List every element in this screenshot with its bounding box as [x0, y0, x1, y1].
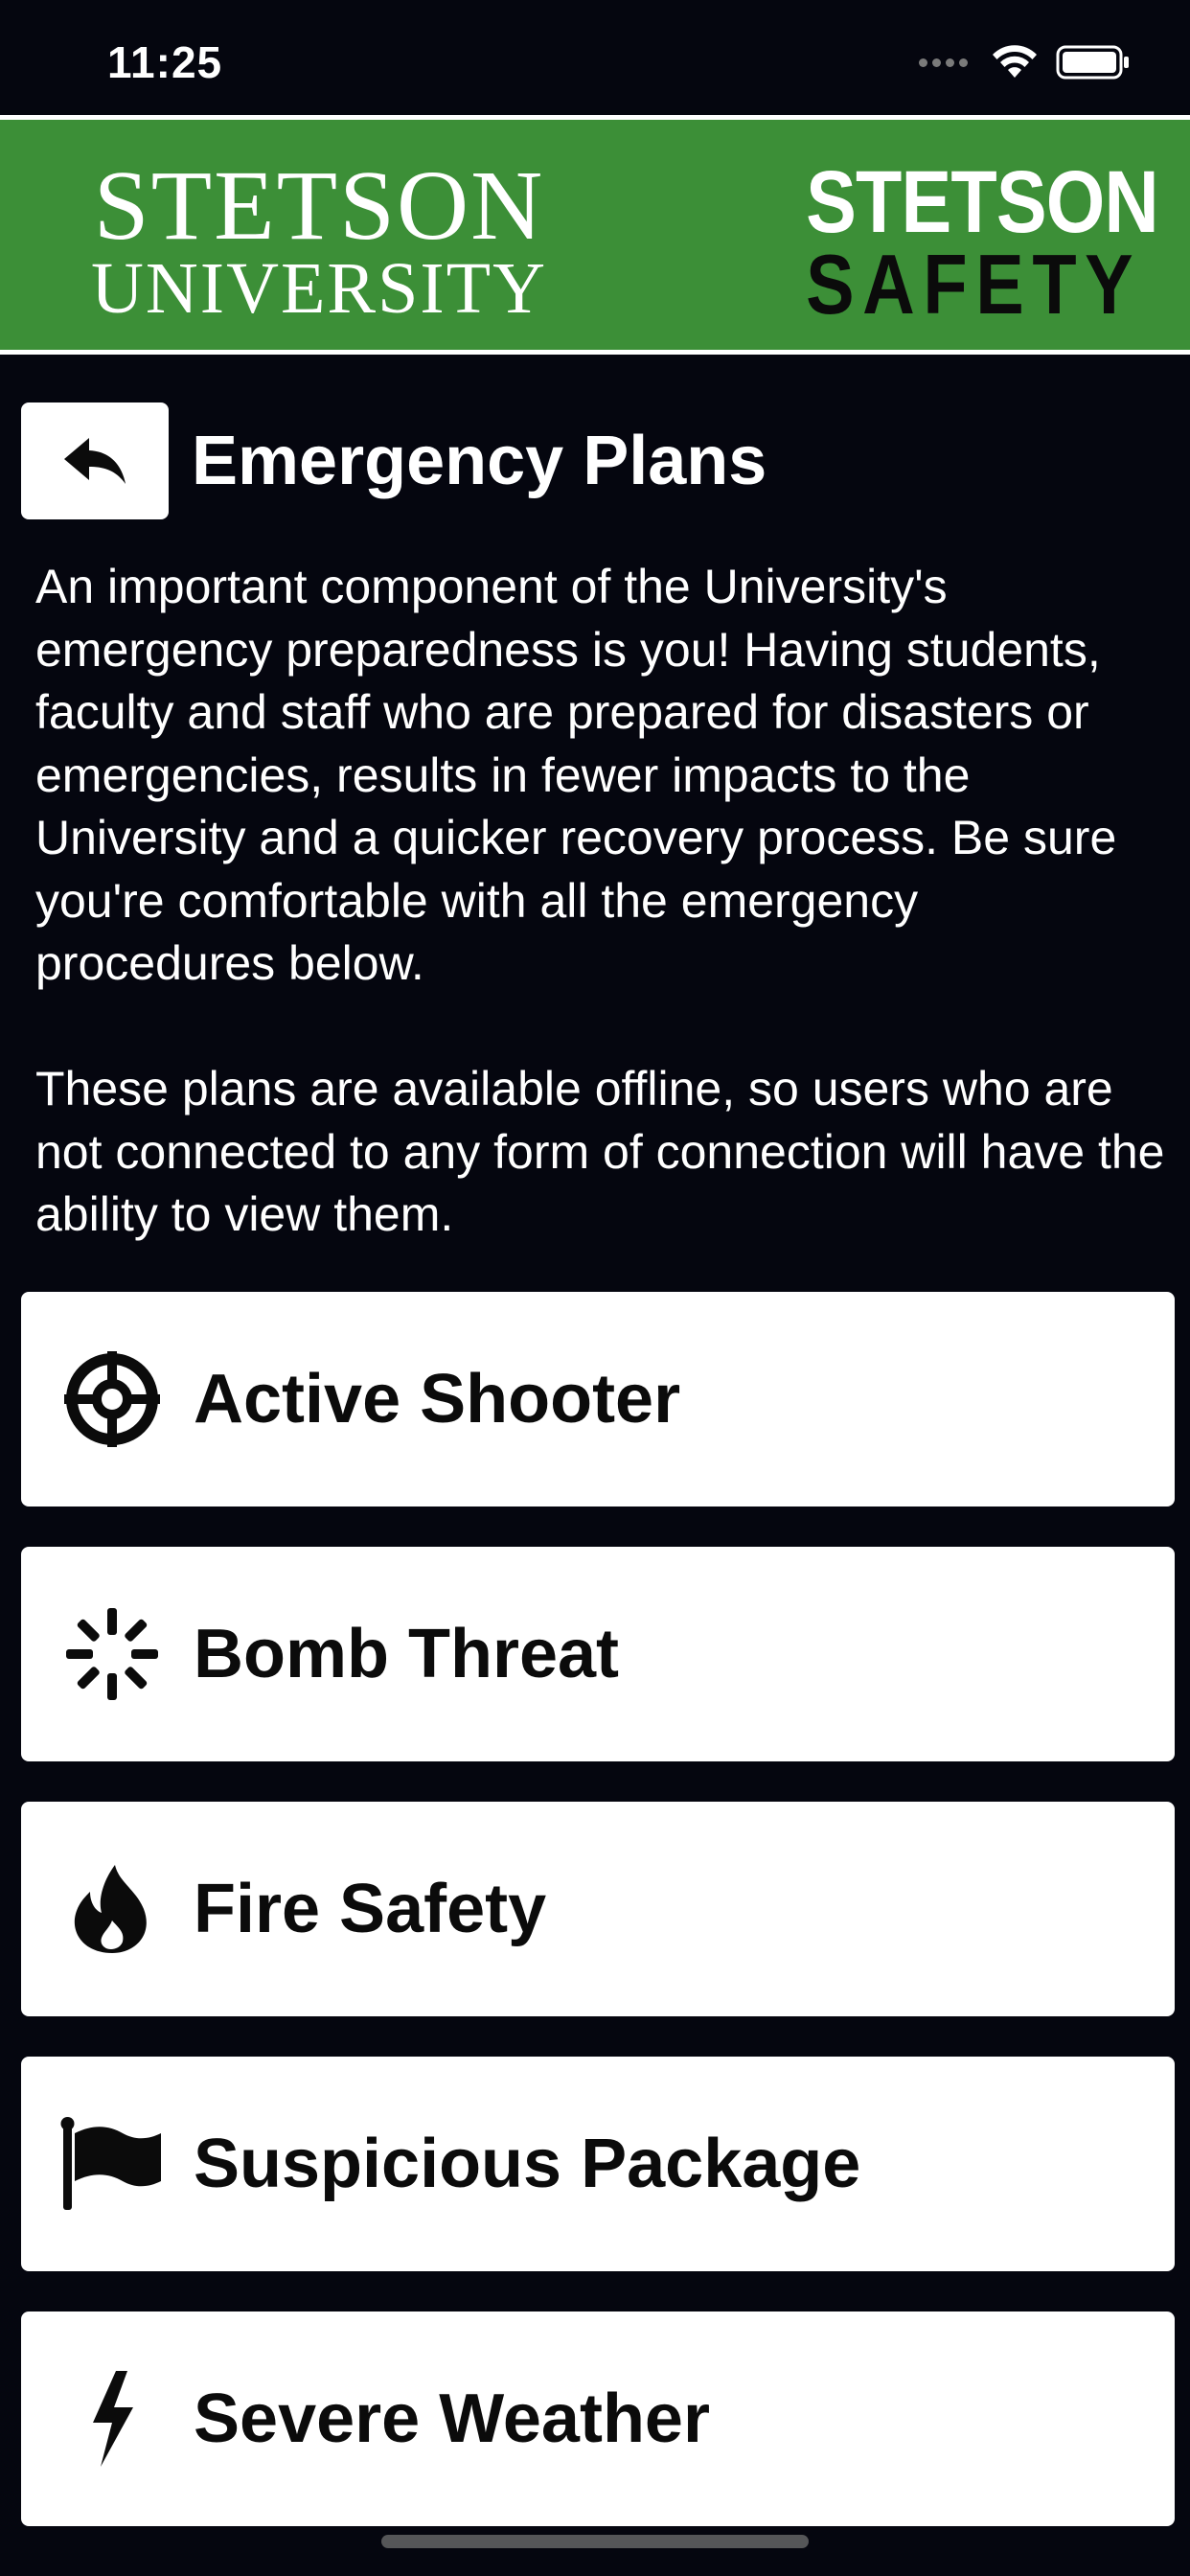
logo-university-line1: STETSON — [93, 150, 545, 261]
fire-icon — [59, 1856, 165, 1962]
logo-safety-line1: STETSON — [806, 153, 1158, 251]
logo-safety-line2: SAFETY — [806, 237, 1142, 332]
reply-arrow-icon — [60, 434, 129, 488]
plan-item-severe-weather[interactable] — [21, 2312, 1175, 2526]
flag-icon — [59, 2111, 165, 2217]
plan-label: Active Shooter — [194, 1361, 681, 1438]
plan-label: Bomb Threat — [194, 1616, 620, 1692]
stetson-safety-logo — [784, 153, 1158, 332]
intro-paragraph-1: An important component of the University's emergency preparedness is you! Having students, faculty and staff who are prepared for disasters or emergencies, results in fewer impacts to the University and a quicker recovery process. Be sure you're comfortable with all the emergency procedures below. — [35, 560, 1117, 990]
plan-item-bomb-threat[interactable] — [21, 1547, 1175, 1761]
burst-spinner-icon — [59, 1601, 165, 1707]
back-button[interactable] — [21, 402, 169, 519]
plan-item-active-shooter[interactable] — [21, 1292, 1175, 1506]
battery-icon — [1056, 44, 1131, 80]
header-banner — [0, 115, 1190, 355]
lightning-bolt-icon — [59, 2366, 165, 2472]
status-bar — [0, 0, 1190, 115]
logo-university-line2: UNIVERSITY — [91, 248, 547, 329]
plan-item-fire-safety[interactable] — [21, 1802, 1175, 2016]
home-indicator[interactable] — [381, 2535, 809, 2548]
cellular-signal-icon — [919, 58, 968, 67]
intro-text — [35, 556, 1166, 1247]
wifi-icon — [991, 44, 1039, 80]
plan-label: Fire Safety — [194, 1871, 547, 1947]
intro-paragraph-2: These plans are available offline, so users who are not connected to any form of connection will have the ability to view them. — [35, 1062, 1165, 1241]
stetson-university-logo — [75, 150, 563, 329]
plan-label: Severe Weather — [194, 2380, 710, 2457]
plan-item-suspicious-package[interactable] — [21, 2057, 1175, 2271]
plan-label: Suspicious Package — [194, 2126, 861, 2202]
crosshairs-icon — [59, 1346, 165, 1452]
status-icons — [919, 44, 1131, 80]
status-time: 11:25 — [107, 37, 223, 87]
page-title: Emergency Plans — [192, 423, 767, 499]
